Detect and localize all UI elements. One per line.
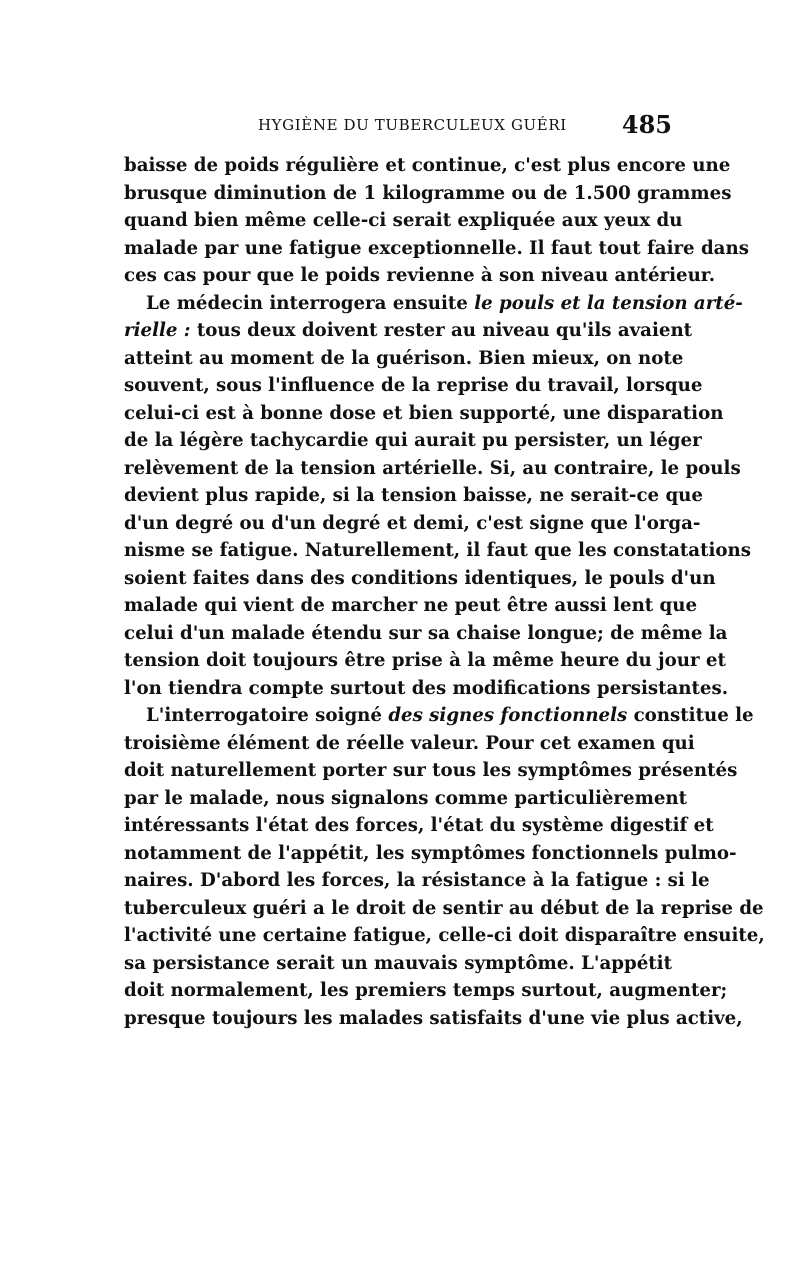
text-line: atteint au moment de la guérison. Bien mieux, on note <box>124 347 684 369</box>
text-segment: Le médecin interrogera ensuite <box>146 292 475 314</box>
italic-phrase: rielle : <box>124 320 191 341</box>
text-line: ces cas pour que le poids revienne à son niveau antérieur. <box>124 265 716 286</box>
text-line: intéressants l'état des forces, l'état du système digestif et <box>124 815 714 836</box>
text-segment: tous deux doivent rester au niveau qu'ils avaient <box>190 320 693 341</box>
text-segment: L'interrogatoire soigné <box>146 705 389 726</box>
text-line <box>124 290 743 318</box>
text-line: naires. D'abord les forces, la résistance à la fatigue : si le <box>124 870 710 891</box>
text-line <box>124 317 693 345</box>
text-line: relèvement de la tension artérielle. Si, au contraire, le pouls <box>124 457 741 479</box>
running-title: HYGIÈNE DU TUBERCULEUX GUÉRI <box>258 116 567 134</box>
text-line: tension doit toujours être prise à la même heure du jour et <box>124 650 726 671</box>
page-number: 485 <box>621 110 672 139</box>
text-line: baisse de poids régulière et continue, c'est plus encore une <box>124 155 731 176</box>
italic-phrase: le pouls et la tension arté- <box>474 292 743 314</box>
text-line: d'un degré ou d'un degré et demi, c'est signe que l'orga- <box>124 512 701 534</box>
text-line: notamment de l'appétit, les symptômes fonctionnels pulmo- <box>124 842 737 864</box>
text-line: tuberculeux guéri a le droit de sentir au début de la reprise de <box>124 897 764 919</box>
text-line: doit normalement, les premiers temps surtout, augmenter; <box>124 980 728 1001</box>
text-line: devient plus rapide, si la tension baisse, ne serait-ce que <box>124 485 703 506</box>
text-line: quand bien même celle-ci serait expliquée aux yeux du <box>124 210 683 231</box>
body-text <box>124 152 765 1032</box>
text-line: soient faites dans des conditions identiques, le pouls d'un <box>124 567 716 589</box>
text-line: l'on tiendra compte surtout des modifications persistantes. <box>124 677 729 699</box>
text-line: troisième élément de réelle valeur. Pour cet examen qui <box>124 732 695 754</box>
text-line: souvent, sous l'influence de la reprise du travail, lorsque <box>124 375 703 396</box>
text-line: brusque diminution de 1 kilogramme ou de 1.500 grammes <box>124 182 732 204</box>
text-line: presque toujours les malades satisfaits d'une vie plus active, <box>124 1007 743 1029</box>
text-line: sa persistance serait un mauvais symptôme. L'appétit <box>124 952 672 974</box>
text-line: celui d'un malade étendu sur sa chaise longue; de même la <box>124 622 728 644</box>
text-line: l'activité une certaine fatigue, celle-ci doit disparaître ensuite, <box>124 925 765 946</box>
text-line: de la légère tachycardie qui aurait pu persister, un léger <box>124 430 702 451</box>
text-line: nisme se fatigue. Naturellement, il faut que les constatations <box>124 540 751 561</box>
text-line <box>124 702 754 730</box>
text-line: celui-ci est à bonne dose et bien supporté, une disparation <box>124 402 724 424</box>
text-segment: constitue le <box>627 705 754 726</box>
running-head <box>124 110 672 140</box>
text-line: malade par une fatigue exceptionnelle. Il faut tout faire dans <box>124 237 749 259</box>
text-line: malade qui vient de marcher ne peut être aussi lent que <box>124 595 698 616</box>
text-line: doit naturellement porter sur tous les symptômes présentés <box>124 760 738 781</box>
italic-phrase: des signes fonctionnels <box>388 705 628 726</box>
text-line: par le malade, nous signalons comme particulièrement <box>124 787 688 809</box>
